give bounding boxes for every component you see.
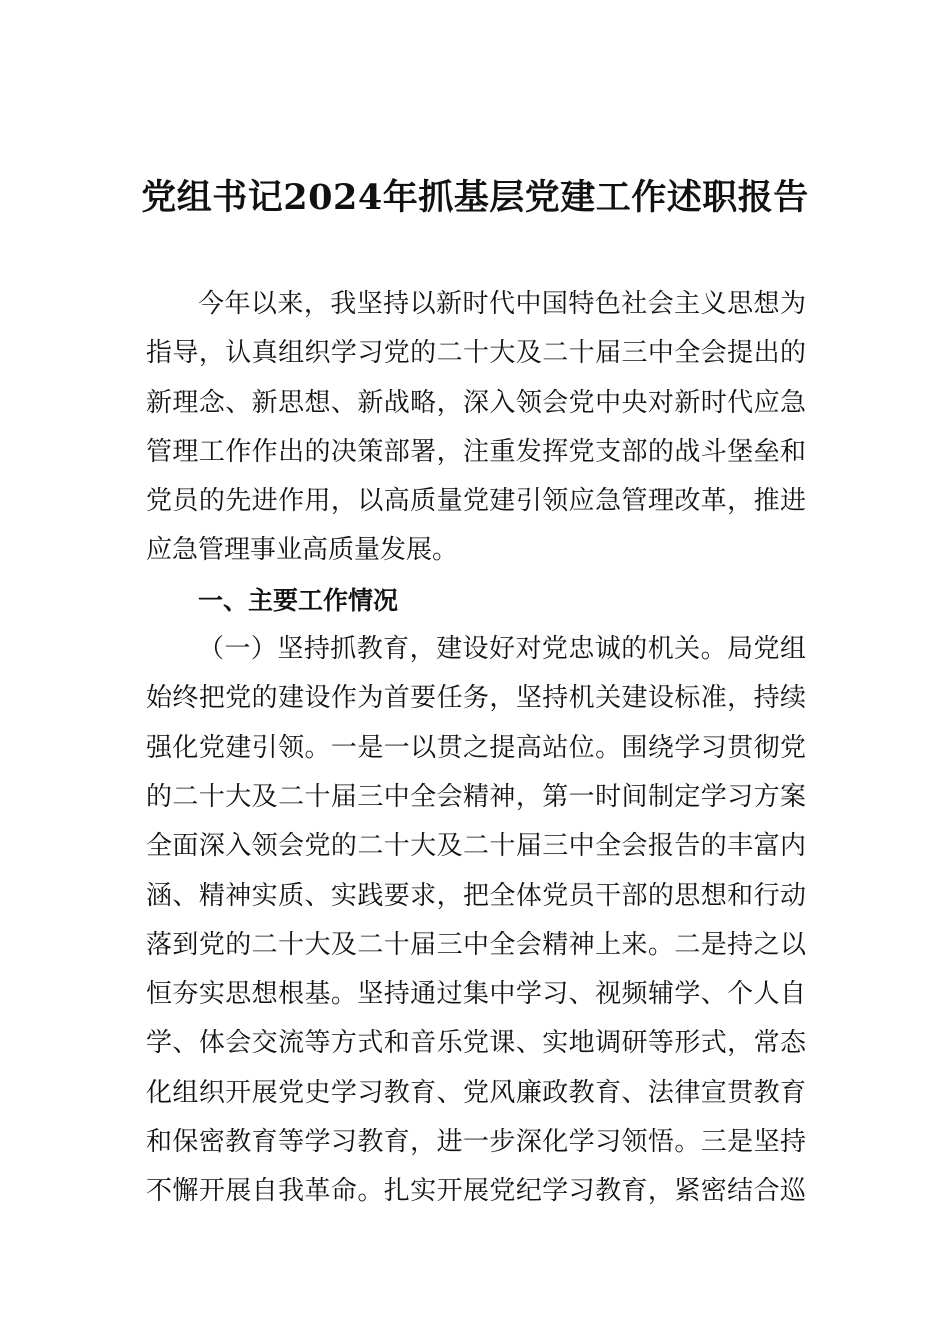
- paragraph-line: 和保密教育等学习教育，进一步深化学习领悟。三是坚持: [146, 1127, 806, 1158]
- paragraph-line: 的二十大及二十届三中全会精神，第一时间制定学习方案: [146, 781, 806, 812]
- document-title: 党组书记2024年抓基层党建工作述职报告: [141, 177, 809, 218]
- paragraph-line: 管理工作作出的决策部署，注重发挥党支部的战斗堡垒和: [146, 436, 806, 467]
- document-body: [146, 280, 806, 1217]
- paragraph-line: 党员的先进作用，以高质量党建引领应急管理改革，推进: [146, 486, 806, 517]
- paragraph-line: 强化党建引领。一是一以贯之提高站位。围绕学习贯彻党: [146, 732, 806, 763]
- paragraph-line: 指导，认真组织学习党的二十大及二十届三中全会提出的: [146, 338, 806, 369]
- paragraph-line: 涵、精神实质、实践要求，把全体党员干部的思想和行动: [146, 880, 806, 911]
- paragraph-line: 始终把党的建设作为首要任务，坚持机关建设标准，持续: [146, 683, 806, 714]
- paragraph-line: 恒夯实思想根基。坚持通过集中学习、视频辅学、个人自: [146, 979, 806, 1010]
- paragraph-line: 化组织开展党史学习教育、党风廉政教育、法律宣贯教育: [146, 1077, 806, 1108]
- paragraph-line: 应急管理事业高质量发展。: [146, 535, 459, 566]
- paragraph-line: 新理念、新思想、新战略，深入领会党中央对新时代应急: [146, 387, 806, 418]
- paragraph-line: 学、体会交流等方式和音乐党课、实地调研等形式，常态: [146, 1028, 806, 1059]
- paragraph-line: （一）坚持抓教育，建设好对党忠诚的机关。局党组: [198, 634, 806, 665]
- paragraph-line: 不懈开展自我革命。扎实开展党纪学习教育，紧密结合巡: [146, 1176, 806, 1207]
- section-heading: 一、主要工作情况: [198, 585, 399, 615]
- paragraph-line: 落到党的二十大及二十届三中全会精神上来。二是持之以: [146, 929, 806, 960]
- paragraph-line: 今年以来，我坚持以新时代中国特色社会主义思想为: [198, 289, 806, 319]
- paragraph-line: 全面深入领会党的二十大及二十届三中全会报告的丰富内: [146, 831, 806, 862]
